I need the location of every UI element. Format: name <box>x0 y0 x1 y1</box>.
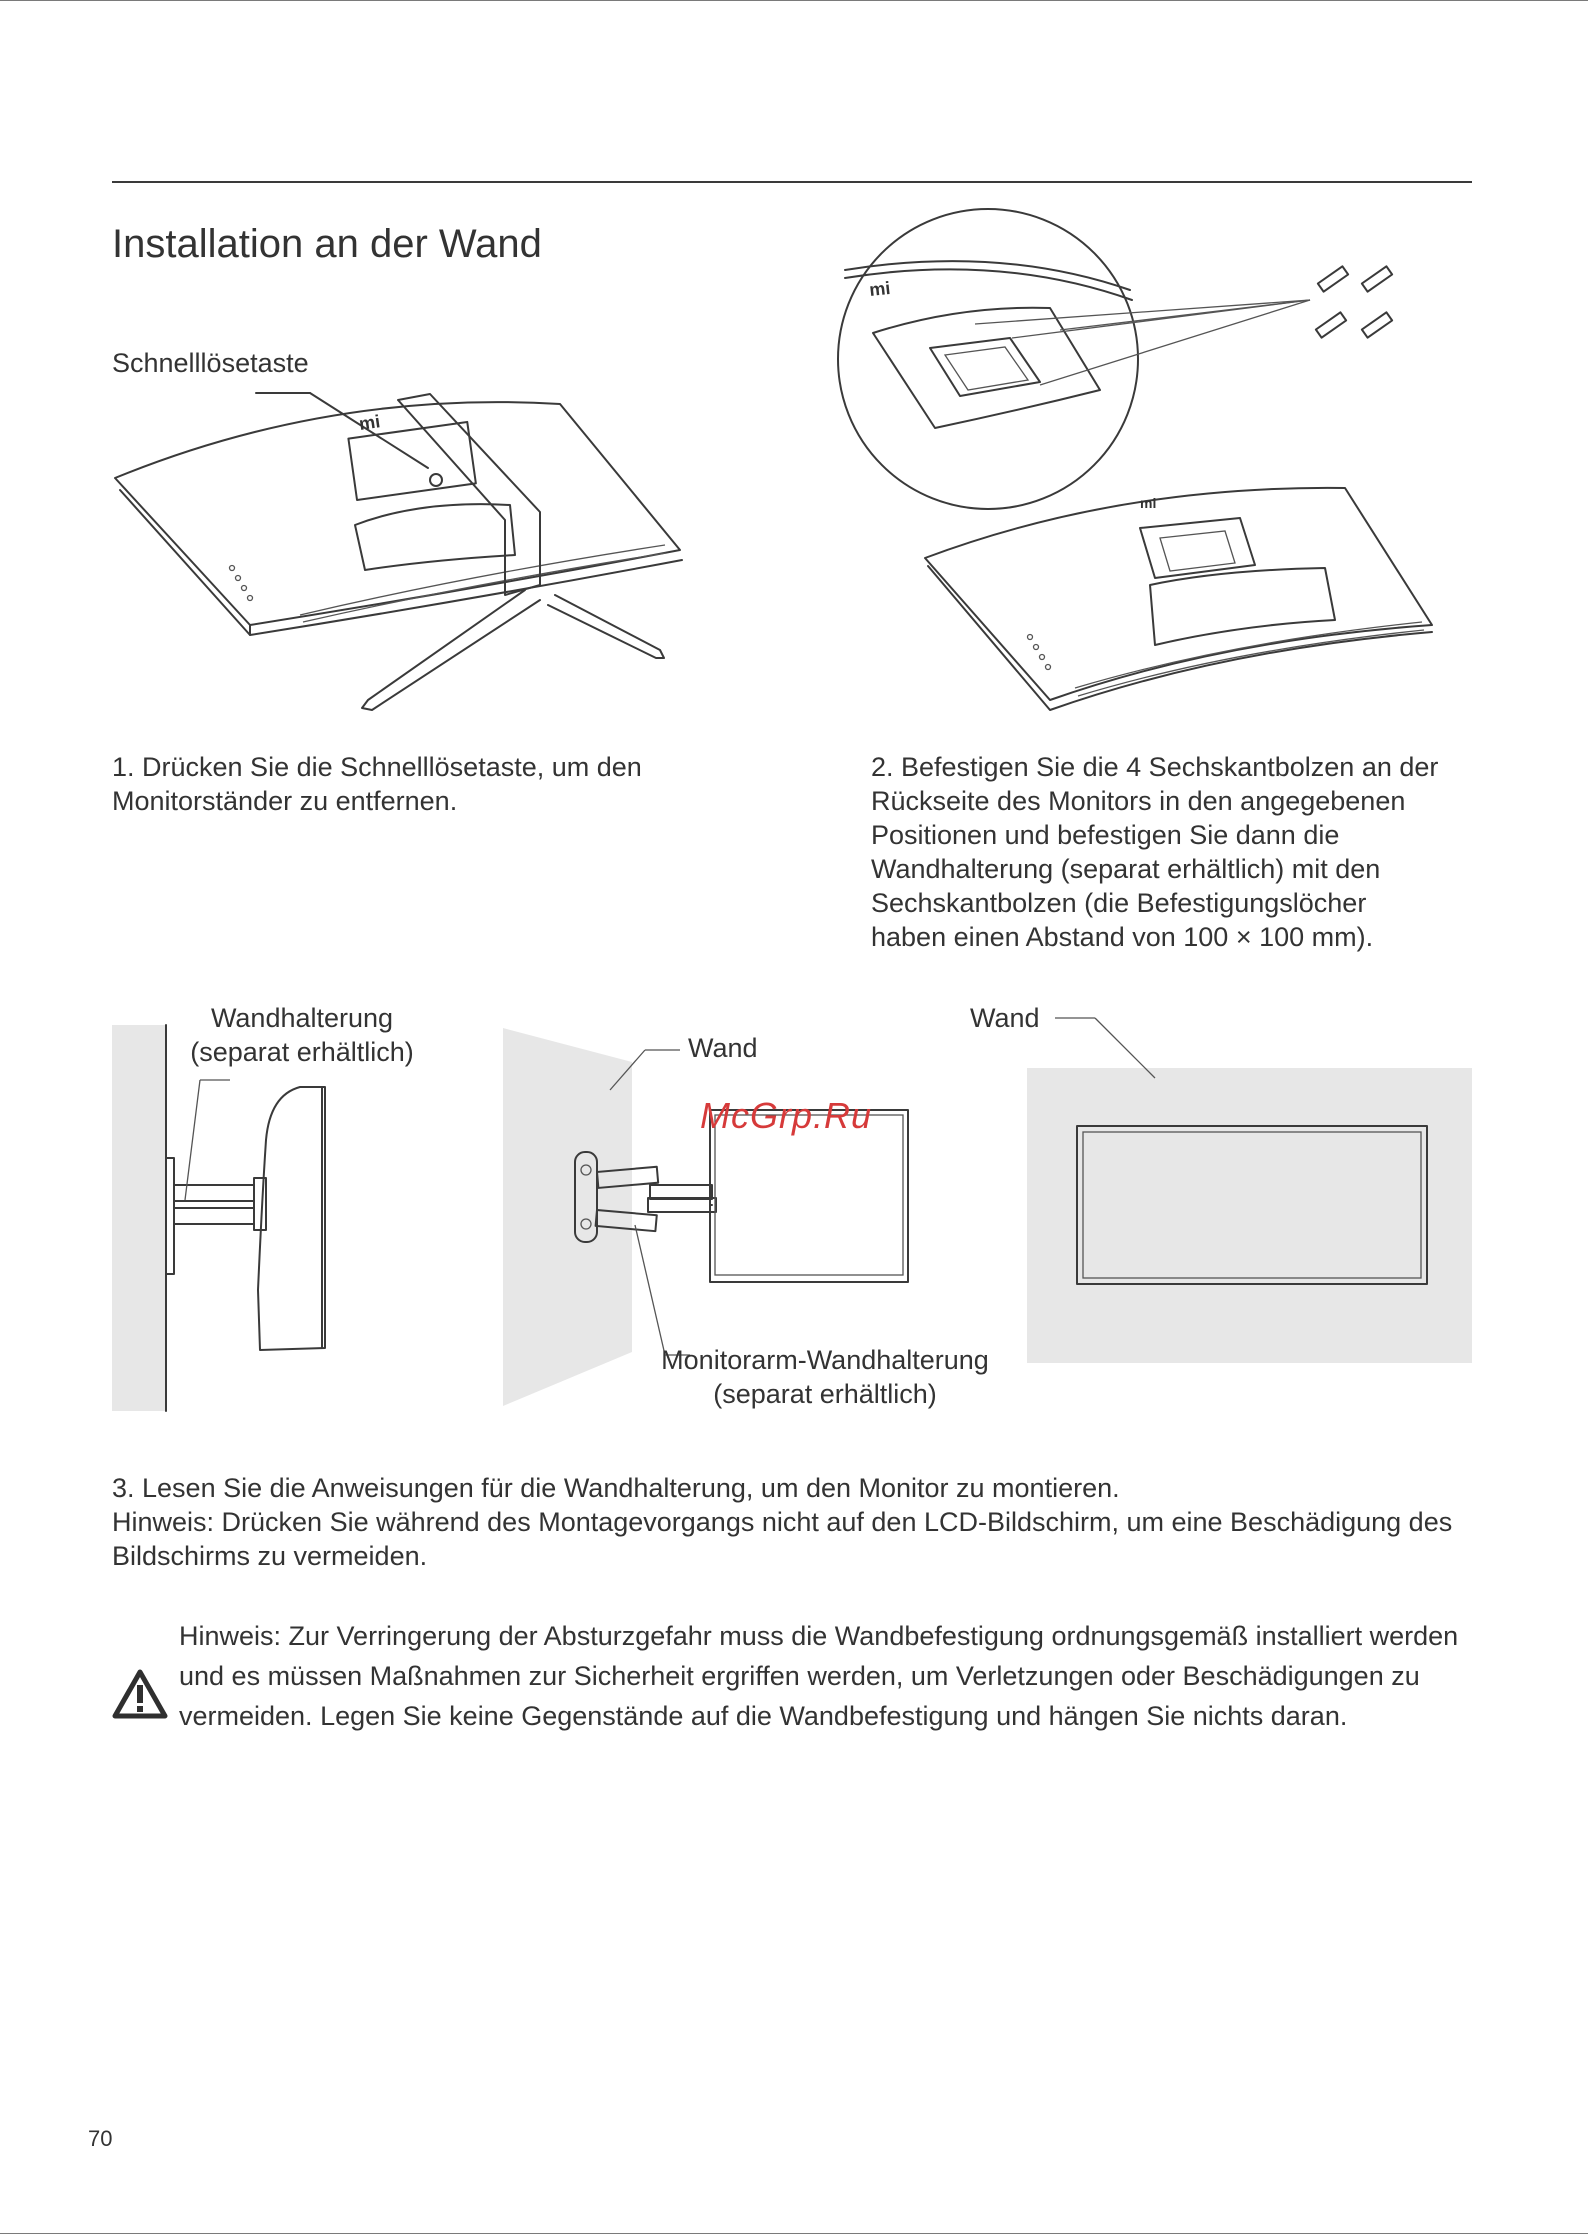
page-title: Installation an der Wand <box>112 222 542 266</box>
step-1-text: 1. Drücken Sie die Schnelllösetaste, um den Monitorständer zu entfernen. <box>112 752 642 816</box>
step-3-text: 3. Lesen Sie die Anweisungen für die Wandhalterung, um den Monitor zu montieren. <box>112 1473 1120 1503</box>
hint-text: Hinweis: Drücken Sie während des Montagevorgangs nicht auf den LCD-Bildschirm, um eine Beschädigung des Bildschirms zu vermeiden. <box>112 1507 1453 1571</box>
page-number: 70 <box>88 2126 113 2151</box>
wall-front-view <box>1027 1068 1472 1363</box>
warning-text: Hinweis: Zur Verringerung der Absturzgefahr muss die Wandbefestigung ordnungsgemäß installiert werden und es müssen Maßnahmen zur Sicherheit ergriffen werden, um Verletzungen oder Beschädigungen zu vermeiden. Legen Sie keine Gegenstände auf die Wandbefestigung und hängen Sie nichts daran. <box>179 1621 1459 1731</box>
brand-logo-fig1: mi <box>357 411 382 434</box>
wall-bracket-plate <box>166 1158 174 1274</box>
page-frame-bottom <box>0 2233 1588 2234</box>
step-3-block <box>112 1471 1492 1573</box>
monitor-side-profile <box>258 1087 325 1350</box>
arm-mount-label: Monitorarm-Wandhalterung (separat erhältlich) <box>661 1345 989 1409</box>
brand-logo-fig2: mi <box>1140 495 1157 511</box>
step-2-text: 2. Befestigen Sie die 4 Sechskantbolzen an der Rückseite des Monitors in den angegebenen Positionen und befestigen Sie dann die Wandhalterung (separat erhältlich) mit den Sechskantbolzen (die Befestigungslöcher haben einen Abstand von 100 × 100 mm). <box>871 752 1439 952</box>
wall-bracket-label: Wandhalterung (separat erhältlich) <box>190 1003 414 1067</box>
quick-release-callout: Schnelllösetaste <box>112 348 309 378</box>
wall-label-right: Wand <box>970 1003 1040 1033</box>
brand-logo-zoom: mi <box>868 277 892 300</box>
watermark: McGrp.Ru <box>700 1095 873 1136</box>
wall-perspective <box>503 1028 632 1406</box>
wall-side-view <box>112 1025 166 1411</box>
wall-label-middle: Wand <box>688 1033 758 1063</box>
warning-triangle-icon <box>112 1668 168 1720</box>
